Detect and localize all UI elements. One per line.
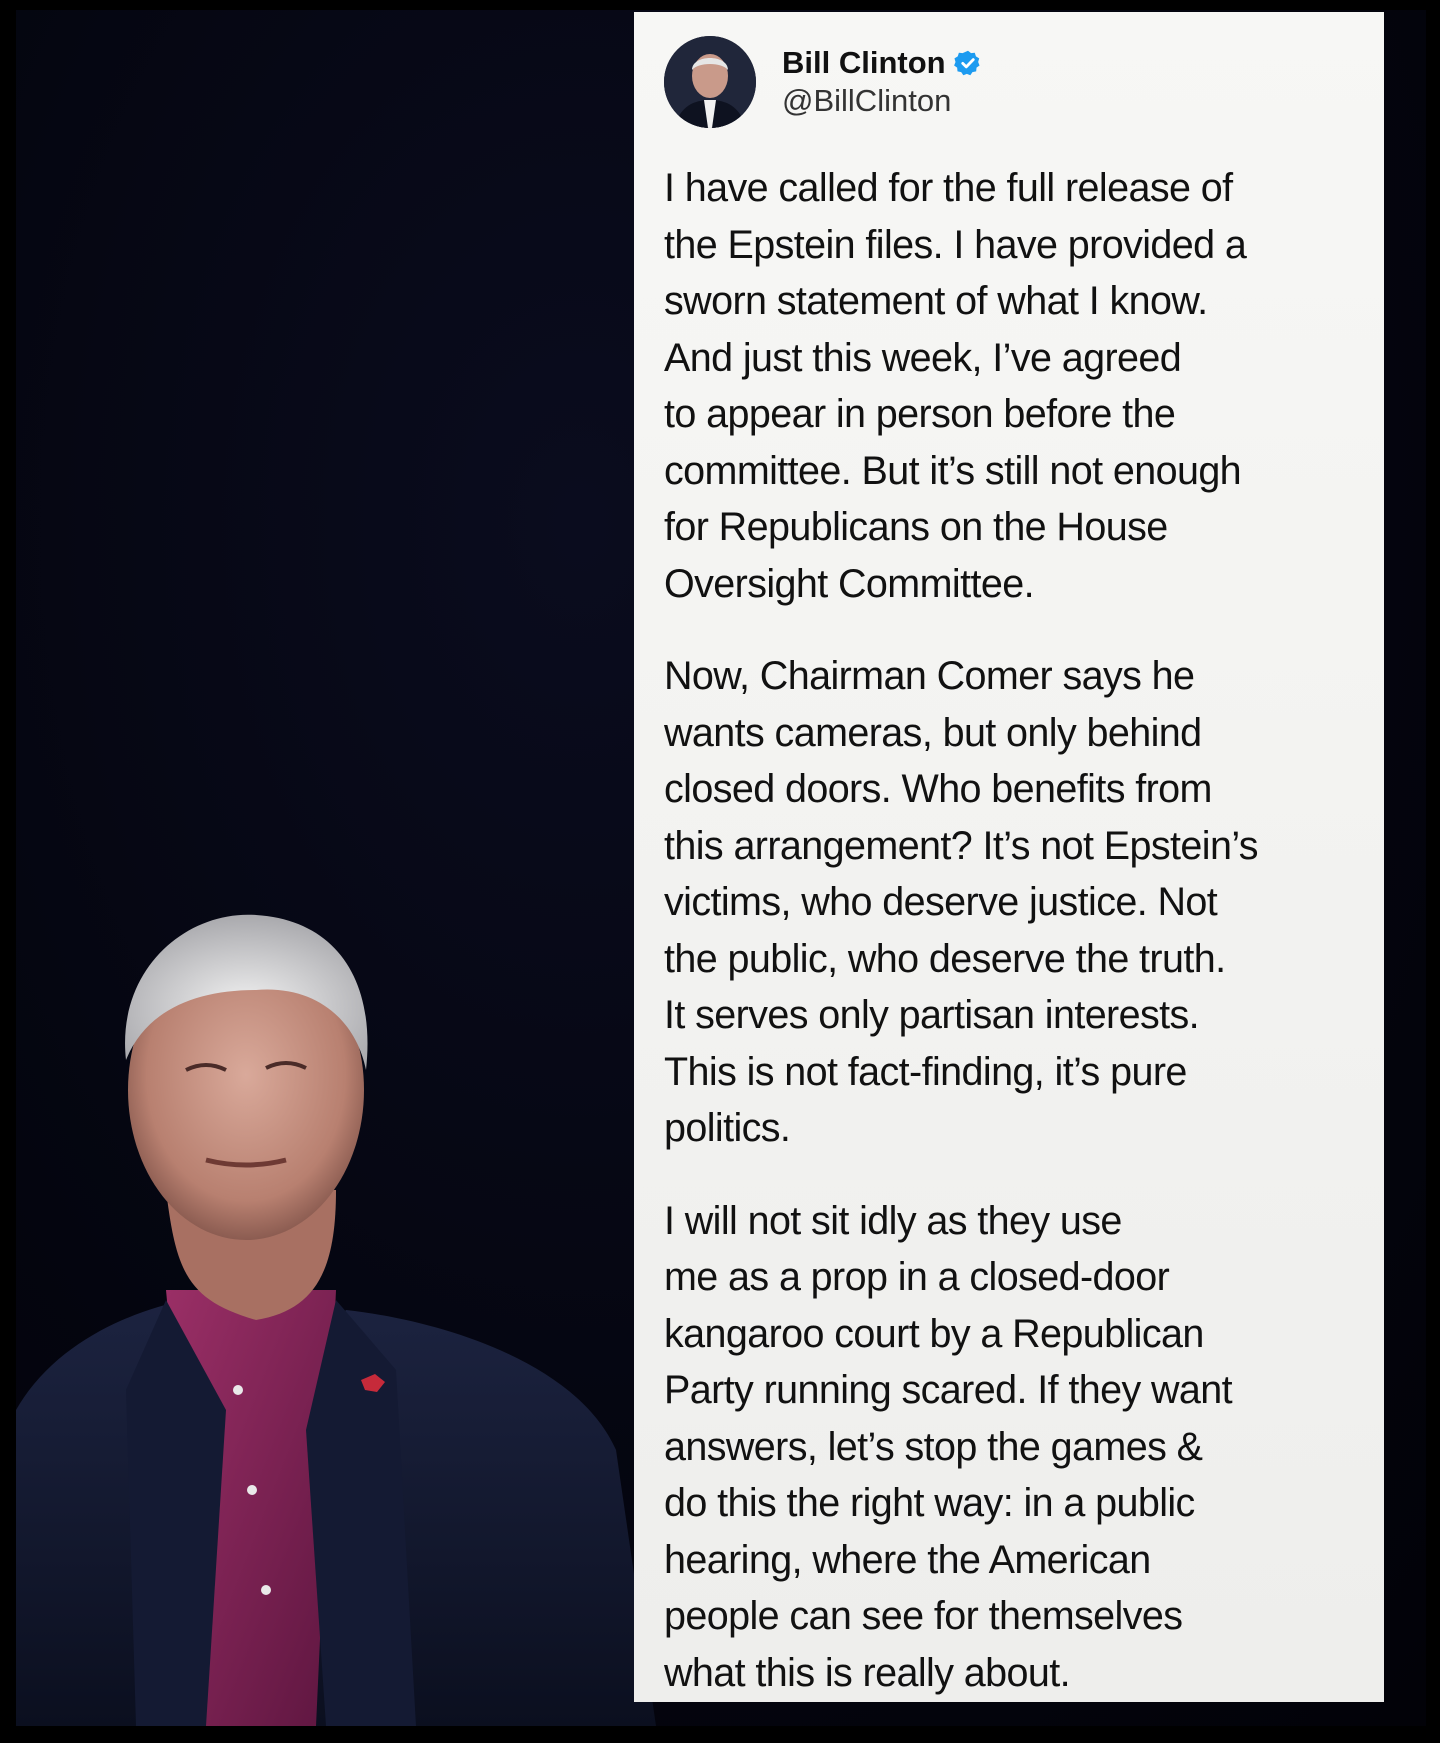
tweet-paragraph-1: I have called for the full release of the Epstein files. I have provided a sworn statement of what I know. And just this week, I’ve agreed to appear in person before the committee. But it’s still not enough for Republicans on the House Oversight Committee. — [664, 166, 1247, 606]
tweet-header — [664, 32, 1354, 132]
tweet-card — [634, 12, 1384, 1702]
tweet-paragraph-3: I will not sit idly as they use me as a prop in a closed-door kangaroo court by a Republican Party running scared. If they want answers, let’s stop the games & do this the right way: in a public hearing, where the American people can see for themselves what this is really about. — [664, 1198, 1233, 1695]
author-info — [782, 45, 982, 118]
name-row — [782, 45, 982, 81]
author-handle[interactable]: @BillClinton — [782, 83, 952, 118]
tweet-body — [664, 160, 1354, 1701]
image-frame — [16, 10, 1426, 1726]
tweet-paragraph-2: Now, Chairman Comer says he wants cameras, but only behind closed doors. Who benefits from this arrangement? It’s not Epstein’s victims, who deserve justice. Not the public, who deserve the truth. It serves only partisan interests. This is not fact-finding, it’s pure politics. — [664, 654, 1258, 1150]
verified-badge-icon — [954, 49, 982, 77]
author-name[interactable]: Bill Clinton — [782, 45, 946, 81]
avatar[interactable] — [664, 36, 756, 128]
portrait-photo — [16, 890, 656, 1726]
